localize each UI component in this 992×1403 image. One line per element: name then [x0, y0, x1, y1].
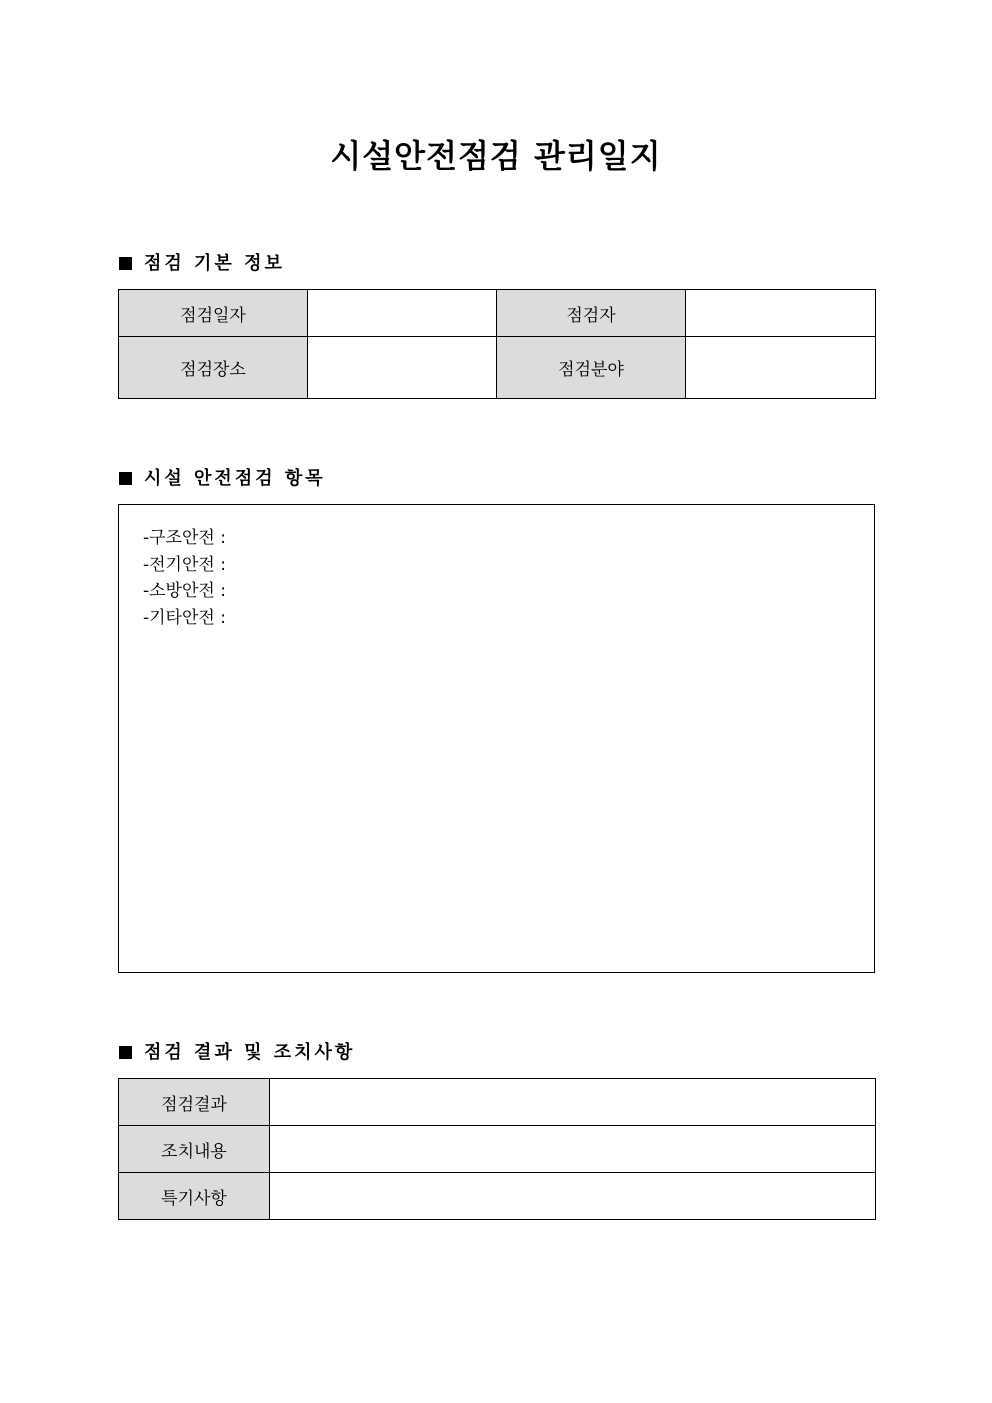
section-heading-basic-info — [119, 252, 285, 276]
results-table — [118, 1078, 876, 1220]
inspection-date-label: 점검일자 — [119, 290, 308, 337]
table-row — [119, 337, 876, 399]
inspector-field[interactable] — [686, 290, 876, 337]
list-item-other-safety: -기타안전 : — [143, 607, 226, 628]
inspection-area-label: 점검분야 — [497, 337, 686, 399]
table-row — [119, 1126, 876, 1173]
basic-info-table — [118, 289, 876, 399]
action-taken-field[interactable] — [270, 1126, 876, 1173]
inspection-area-field[interactable] — [686, 337, 876, 399]
table-row — [119, 290, 876, 337]
remarks-field[interactable] — [270, 1173, 876, 1220]
inspection-items-box[interactable] — [118, 504, 875, 973]
inspection-items-list — [143, 525, 226, 631]
list-item-structural-safety: -구조안전 : — [143, 528, 226, 548]
square-bullet-icon — [119, 1046, 132, 1059]
section-heading-text: 점검 결과 및 조치사항 — [144, 1042, 356, 1063]
inspection-result-label: 점검결과 — [119, 1079, 270, 1126]
action-taken-label: 조치내용 — [119, 1126, 270, 1173]
inspection-date-field[interactable] — [308, 290, 497, 337]
inspection-location-label: 점검장소 — [119, 337, 308, 399]
section-heading-text: 점검 기본 정보 — [144, 253, 285, 274]
section-heading-text: 시설 안전점검 항목 — [144, 468, 326, 489]
table-row — [119, 1173, 876, 1220]
inspection-location-field[interactable] — [308, 337, 497, 399]
section-heading-inspection-items — [119, 467, 326, 491]
list-item-electrical-safety: -전기안전 : — [143, 554, 226, 575]
square-bullet-icon — [119, 472, 132, 485]
list-item-fire-safety: -소방안전 : — [143, 581, 226, 601]
inspector-label: 점검자 — [497, 290, 686, 337]
page-title: 시설안전점검 관리일지 — [330, 137, 662, 175]
inspection-result-field[interactable] — [270, 1079, 876, 1126]
remarks-label: 특기사항 — [119, 1173, 270, 1220]
table-row — [119, 1079, 876, 1126]
square-bullet-icon — [119, 257, 132, 270]
section-heading-results — [119, 1041, 355, 1065]
